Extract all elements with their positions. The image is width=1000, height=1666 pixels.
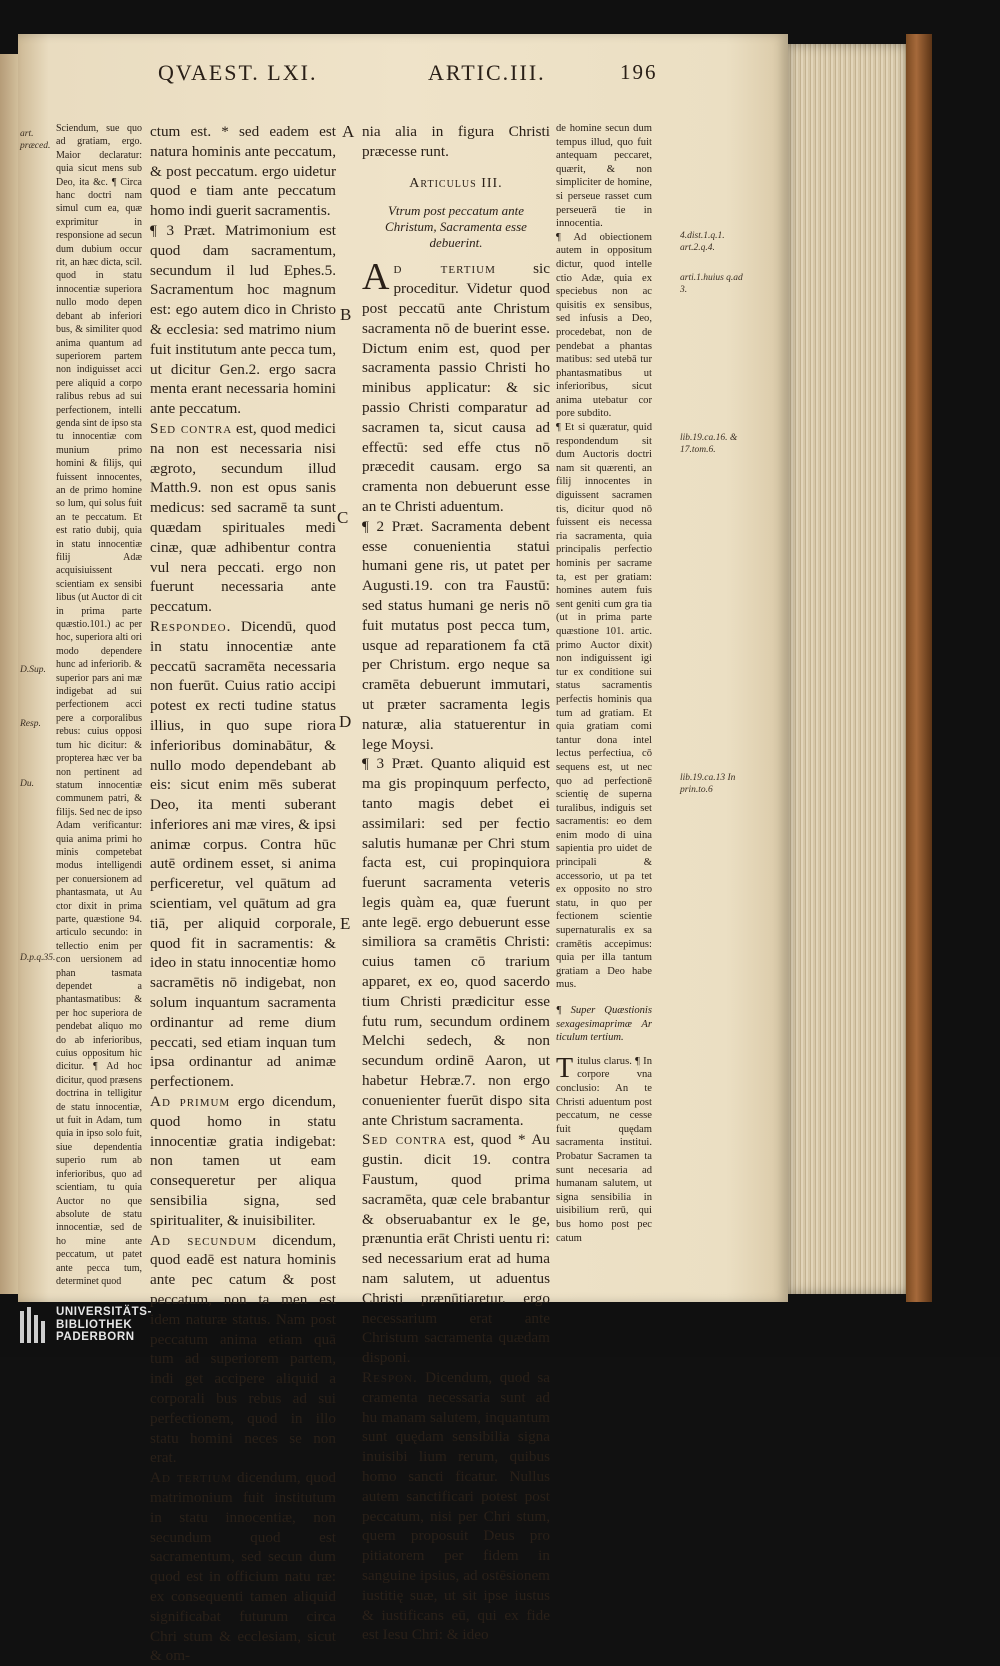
page-number: 196	[620, 60, 658, 84]
sidenote-d-p-q: D.p.q.35.	[20, 953, 56, 963]
paragraph: Ad secundum dicendum, quod eadē est natura hominis ante pec catum & post peccatum, non ta men est idem naturæ status. Nam post peccatum anima etiam quā tum ad superiorem partem, indi get accipere aliquid a corporali bus rebus ad sui perfectionem, quod in illo statu homini neces se non erat.	[150, 1231, 336, 1467]
paragraph: Ad tertium sic proceditur. Videtur quod post peccatū ante Christum sacramenta nō de buerint esse. Dictum enim est, quod per sacramenta passio Christi ho minibus applicatur: & sic passio Christi comparatur ad sacramen ta, sicut causa ad effectū: sed effe ctus nō præcedit causam. ergo sa cramenta non debuerunt esse an te Christi aduentum.	[362, 256, 550, 515]
paragraph: Titulus clarus. ¶ In corpore vna conclusio: An te Christi aduentum post peccatum, ne cesse fuit quędam sacramenta institui. Probatur Sacramen ta sunt necesaria ad humanam salutem, ut signa sensibilia in uisibilium rerū, qui bus homo post pec catum	[556, 1052, 652, 1244]
library-logo	[20, 1306, 152, 1344]
section-letter-d: D	[339, 712, 352, 731]
sidenote-du: Du.	[20, 779, 34, 789]
paragraph: Respondeo. Dicendū, quod in statu innocentiæ ante peccatū sacramēta necessaria non fuerūt. Cuius ratio accipi potest ex recti tudine status illius, in quo supe riora inferioribus dominabātur, & nullo modo dependebant ab eis: sicut enim mēs suberat Deo, ita menti suberant inferiores ani mæ vires, & ipsi animæ corpus. Contra hūc autē ordinem esset, si anima perficeretur, vel quātum ad scientiam, vel quātum ad gra tiā, per aliquid corporale, quod fit in sacramentis: & ideo in statu innocentiæ homo sacramētis nō indigebat, non solum inquantum sacramenta ordinantur ad reme dium peccati, sed etiam inquan tum ipsa ordinantur ad animæ perfectionem.	[150, 617, 336, 1091]
paragraph: ¶ 2 Præt. Sacramenta debent esse conuenientia statui humani gene ris, ut patet per Augusti.19. con tra Faustū: sed status humani ge neris nō fuit mutatus post pecca tum, usque ad reparationem fa ctā per Christum. ergo neque sa cramēta debuerunt immutari, ut præter sacramenta legis naturæ, alia statuerentur in lege Moysi.	[362, 517, 550, 753]
drop-cap: T	[556, 1052, 574, 1084]
library-logo-icon	[20, 1307, 50, 1343]
drop-cap: A	[362, 256, 390, 299]
paragraph: de homine secun dum tempus illud, quo fuit antequam peccaret, quærit, & non simpliciter de homine, si perseue rasset cum perseuerā tie in innocentia.	[556, 123, 652, 230]
article-heading: Articulus III.	[409, 175, 503, 191]
section-letter-c: C	[337, 508, 349, 527]
section-lead: Ad secundum	[150, 1231, 257, 1249]
page-edges	[788, 44, 908, 1294]
margin-gloss-text: Sciendum, sue quo ad gratiam, ergo. Maior declaratur: quia sicut mens sub Deo, ita &c. ¶ Circa hanc doctri nam simul cum ea, quæ exprimitur in responsione ad secun dum dubium occur rit, an hæc dicta, scil. quod in statu innocentiæ superiora nullo modo depen debant ab inferiori bus, & similiter quod anima quantum ad superiorem partem non indiguisset acci pere aliquid a corpo ralibus rebus ad sui perfectionem, intelli genda sint de ipso sta tu innocentiæ com munium primo homini & filijs, qui fuissent innocentes, an de primo homine so lum, qui solus fuit an te peccatum. Et est ratio dubij, quia in statu innocentiæ filij Adæ acquisiuissent scientiam ex sensibi libus (ut Auctor di cit in prima parte quæstio.101.) ac per hoc, superiora alti ori modo dependere hunc ad inferiorib. & superior pars ani mæ indigebat ad sui perfectionem acci pere a corporalibus rebus: cuius opposi tum hic dicitur: & propterea hæc ver ba non pertinent ad statum innocentiæ communem patri, & filijs. Sed nec de ipso Adam verificantur: quia anima primi ho minis competebat modus intelligendi per conuersionem ad phantasmata, ut Au ctor dixit in prima parte, quæstione 94. articulo secundo: in tellectio enim per con uersionem ad phan tasmata dependet a phantasmatibus: & per hoc superiora de pendebat aliquo mo do ab inferioribus, cuius oppositum hic dicitur. ¶ Ad hoc dicitur, quod præsens doctrina in telligitur de statu innocentiæ, ut fuit in Adam, tum quia in ipso solo fuit, siue dependentia superio rum ab inferioribus, quo ad scientiam, tu quia Auctor no que absolute de statu innocentiæ, sed de ho mine ante peccatum, ut patet ante pecca tum, determinet quod	[56, 123, 142, 1287]
section-lead: Respondeo.	[150, 617, 232, 635]
text-column-2	[362, 122, 550, 1645]
paragraph: ¶ 3 Præt. Matrimonium est quod dam sacramentum, secundum il lud Ephes.5. Sacramentum hoc magnum est: ego autem dico in Christo & ecclesia: sed matrimo nium fuit institutum ante pecca tum, ut dicitur Gen.2. ergo sacra menta erant necessaria homini ante peccatum.	[150, 221, 336, 418]
sidenote-ref-b: arti.1.huius q.ad 3.	[680, 273, 743, 295]
section-letter-a: A	[342, 122, 355, 141]
section-letter-e: E	[340, 914, 351, 933]
paragraph: ¶ Et si quæratur, quid respondendum sit dum Auctoris doctri nam sit quærenti, an filij innocentes in diguissent sacramen tis, dicitur quod nō fuissent eis necessa ria sacramenta, quia principalis perfectio hominis per sacrame ta, est per gratiam: homines autem fuis sent geniti cum gra tia (ut in prima parte quæstione 101. artic. primo Auctor dixit) non indiguissent igi tur ex conditione sui status sacramentis perfectis hominis qua tum ad gratiam. Et quia gratiam comi tantur dona intel lectus perfectiua, cō sequens est, ut nec quo ad perfectionē scientię de superna turalibus, indiguis set sacramentis: eo dem enim modo di uina sapientia pro uidet de principali & accessorio, ut pa tet ex opposito no stro statu, in quo per fectionem scientie supernaturalis ex sa cramētis accepimus: quia per illa tantum gratiam a Deo habe mus.	[556, 422, 652, 991]
section-lead: Respon.	[362, 1369, 418, 1387]
sidenote-art-praeced: art. præced.	[20, 129, 51, 151]
section-lead: Sed contra	[150, 419, 233, 437]
section-letter-b: B	[340, 305, 352, 324]
book-cover	[906, 34, 932, 1302]
paragraph: nia alia in figura Christi præcesse runt.	[362, 123, 550, 160]
article-question: Vtrum post peccatum ante Christum, Sacramenta esse debuerint.	[385, 203, 527, 251]
running-head-center: ARTIC.III.	[428, 60, 546, 85]
paragraph: ¶ Ad obiectionem autem in oppositum dictur, quod intelle ctio Adæ, quia ex speciebus non ac quisitis ex sensibus, sed infusis a Deo, procedebat, non de pendebat a phantas matibus: sed utebā tur phantasmatibus ut inferioribus, sicut anima utebatur cor pore subdito.	[556, 231, 652, 420]
paragraph: Sed contra est, quod medici na non est necessaria nisi ægroto, secundum illud Matth.9. non est opus sanis medicus: sed sacramē ta sunt quædam spirituales medi cinæ, quæ adhibentur contra vul nera peccati. ergo non fuerunt necessaria ante peccatum.	[150, 419, 336, 616]
left-margin-commentary	[56, 122, 142, 1288]
text-column-3	[556, 122, 652, 1245]
commentary-heading: ¶ Super Quæstionis sexagesimaprimæ Ar ticulum tertium.	[556, 1005, 652, 1044]
section-lead: Ad tertium	[150, 1469, 233, 1487]
paragraph: ¶ 3 Præt. Quanto aliquid est ma gis propinquum perfecto, tanto magis debet ei assimilari: sed per fectio salutis humanæ per Chri stum facta est, cui propinquiora fuerunt sacramenta veteris legis quàm ea, quæ fuerunt ante legē. ergo debuerunt esse similiora sa cramētis Christi: cuius tamen cō trarium apparet, ex eo, quod sacerdo tium Christi prædicitur esse futu rum, secundum ordinem Melchi sedech, & non secundum ordinē Aaron, ut habetur Hebræ.7. non ergo conuenienter fuerūt dispo sita ante Christum sacramenta.	[362, 755, 550, 1129]
running-head-left: QVAEST. LXI.	[158, 60, 318, 85]
paragraph: Respon. Dicendum, quod sa cramenta necessaria sunt ad hu manam salutem, inquantum sunt quędam sensibilia signa inuisibi lium rerum, quibus homo sancti ficatur. Nullus autem sanctificari potest post peccatum, nisi per Chri stum, quem proposuit Deus pro pitiatorem per fidem in sanguine ipsius, ad ostēsionem iustitię suæ, ut sit ipse iustus & iustificans eū, qui ex fide est Iesu Chri: & ideo	[362, 1369, 550, 1644]
sidenote-ref-a: 4.dist.1.q.1. art.2.q.4.	[680, 231, 725, 253]
text-column-1	[150, 122, 336, 1666]
sidenote-ref-d: lib.19.ca.13 In prin.to.6	[680, 773, 736, 795]
library-logo-text: UNIVERSITÄTS- BIBLIOTHEK PADERBORN	[56, 1306, 152, 1343]
paragraph: Sed contra est, quod * Au gustin. dicit 19. contra Faustum, quod prima sacramēta, quæ cele brabantur & obseruabantur ex le ge, prænuntia erāt Christi uentu ri: sed necessarium erat ad huma nam salutem, ut aduentus Christi prænūtiaretur. ergo necessarium erat ante Christum sacramenta quædam disponi.	[362, 1131, 550, 1367]
section-lead: Sed contra	[362, 1131, 447, 1149]
sidenote-resp: Resp.	[20, 719, 41, 729]
section-lead: Ad primum	[150, 1093, 231, 1111]
sidenote-d-sup: D.Sup.	[20, 665, 46, 675]
paragraph: ctum est. * sed eadem est natura hominis ante peccatum, & post peccatum. ergo uidetur quod e tiam ante peccatum homo indi guerit sacramentis.	[150, 123, 336, 220]
paragraph: Ad primum ergo dicendum, quod homo in statu innocentiæ gratia indigebat: non tamen ut eam consequeretur per aliqua sensibilia signa, sed spiritualiter, & inuisibiliter.	[150, 1093, 336, 1229]
sidenote-ref-c: lib.19.ca.16. & 17.tom.6.	[680, 433, 738, 455]
paragraph: Ad tertium dicendum, quod matrimonium fuit institutum in statu innocentiæ, non secundum quod est sacramentum, sed secun dum quod est in officium natu ræ: ex consequenti tamen aliquid significabat futurum circa Chri stum & ecclesiam, sicut & om-	[150, 1469, 337, 1665]
